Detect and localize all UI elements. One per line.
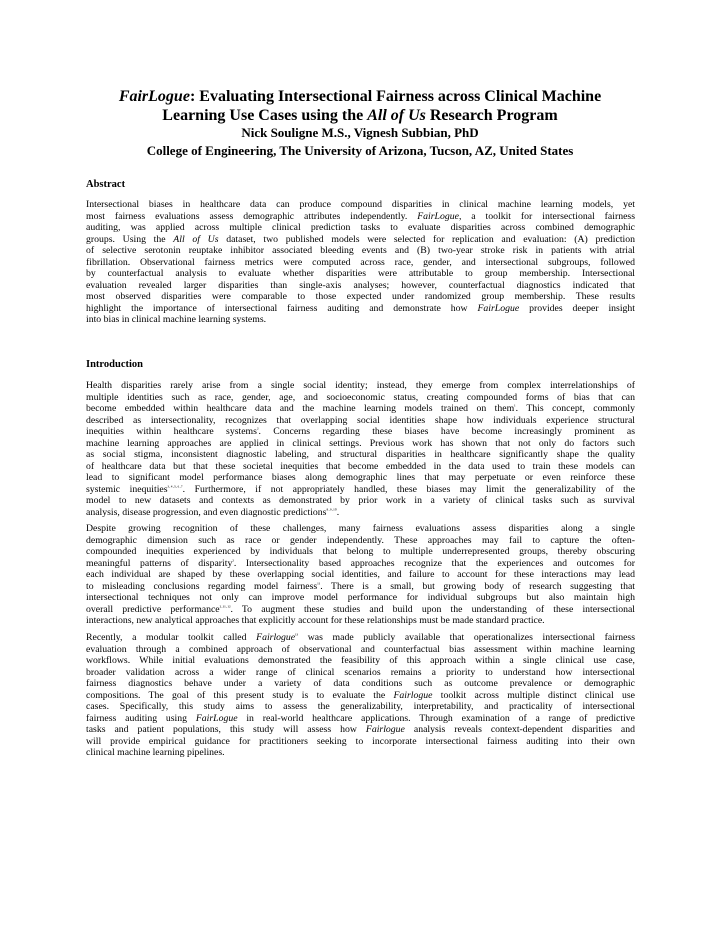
abstract-heading: Abstract [86, 179, 126, 190]
text-line: Despite growing recognition of these challenges, many fairness evaluations assess disparities along a single [86, 523, 635, 534]
text-line: fibrillation. Observational fairness metrics were computed across race, gender, and intersectional subgroups, followed [86, 256, 635, 268]
text-line: highlight the importance of intersectional fairness auditing and demonstrate how FairLogue provides deeper insight [86, 302, 635, 314]
abstract-body [86, 199, 635, 326]
text-line: fairness auditing using FairLogue in real-world healthcare applications. Through examination of a range of predictive [86, 712, 635, 724]
text-line: broader validation across a wider range of clinical scenarios remains a priority to understand how intersectional [86, 666, 635, 678]
title-line-2-pre: Learning Use Cases using the [162, 107, 368, 124]
text-line: by counterfactual analysis to evaluate whether disparities were attributable to group membership. Intersectional [86, 268, 635, 280]
text-line: each individual are shaped by these overlapping social identities, and failure to account for these interactions may lead [86, 569, 635, 581]
title-program-name: All of Us [367, 107, 426, 124]
text-line: auditing, was applied across multiple clinical prediction tasks to evaluate disparities across combined demographic [86, 222, 635, 234]
introduction-heading: Introduction [86, 359, 143, 370]
introduction-paragraph-1 [86, 380, 635, 519]
text-line: compositions. The goal of this present study is to evaluate the Fairlogue toolkit across multiple distinct clinical use [86, 689, 635, 701]
text-line: inequities within healthcare systems$^{^2}$. Concerns regarding these biases have become increasingly prominent as [86, 426, 635, 438]
text-line: evaluation revealed larger disparities than single-axis analyses; however, counterfactual diagnostics indicated that [86, 279, 635, 291]
text-line: analysis, disease progression, and even diagnostic predictions$^{^8\cdot^9\cdot^{10}}$. [86, 507, 340, 519]
text-line: interactions, new analytical approaches that explicitly account for these relationships must be made standard practice. [86, 615, 545, 627]
title-line-2-post: Research Program [425, 107, 558, 124]
paper-title-line-1 [60, 87, 660, 106]
text-line: compounded inequities experienced by individuals that belong to multiple underrepresented groups, thereby obscuring [86, 546, 635, 558]
text-line: meaningful patterns of disparity$^{^2}$. Intersectionality based approaches recognize that the experiences and outcomes for [86, 557, 636, 569]
text-line: systemic inequities$^{^3\cdot^4\cdot^5\cdot^6\cdot^7}$. Furthermore, if not appropriately handled, these biases may limit the generalizability of the [86, 483, 636, 495]
text-line: groups. Using the All of Us dataset, two published models were selected for replication and evaluation: (A) prediction [86, 233, 635, 245]
text-line: to misleading conclusions regarding model fairness$^{^{11}}$. There is a small, but growing body of research suggesting that [86, 580, 635, 592]
introduction-paragraph-2 [86, 523, 635, 627]
text-line: workflows. While initial evaluations demonstrated the feasibility of this approach within a single clinical use case, [86, 655, 635, 667]
text-line: of healthcare data but that these societal inequities that become embedded in the data used to train these models can [86, 460, 635, 472]
text-line: clinical machine learning pipelines. [86, 747, 225, 759]
text-line: of selective serotonin reuptake inhibitor associated bleeding events and (B) two-year stroke risk in patients with atrial [86, 245, 635, 257]
text-line: Health disparities rarely arise from a single social identity; instead, they emerge from complex interrelationships of [86, 380, 635, 391]
text-line: cases. Specifically, this study aims to assess the generalizability, interpretability, and practicality of intersectional [86, 701, 635, 713]
paper-title-line-2 [60, 106, 660, 125]
text-line: as social stigma, inconsistent diagnostic labeling, and structural disparities in healthcare significantly shape the quality [86, 449, 635, 461]
title-toolkit-name: FairLogue [118, 88, 190, 105]
introduction-paragraph-3 [86, 632, 635, 759]
text-line: described as intersectionality, recognizes that overlapping social identities shape how individuals experience structural [86, 414, 635, 426]
text-line: most fairness evaluations assess demographic attributes independently. FairLogue, a toolkit for intersectional fairness [86, 210, 635, 222]
text-line: become embedded within healthcare data and the machine learning models trained on them$^{^1}$. This concept, commonly [86, 403, 635, 415]
text-line: overall predictive performance$^{^2\cdot^{11}\cdot^{12}}$. To augment these studies and build upon the understanding of these intersectional [86, 603, 635, 615]
text-line: multiple identities such as race, gender, age, and socioeconomic status, creating compounded forms of bias that can [86, 391, 635, 403]
author-list: Nick Souligne M.S., Vignesh Subbian, PhD [241, 125, 479, 140]
text-line: evaluation through a combined approach of observational and counterfactual bias assessment within machine learning [86, 643, 635, 655]
text-line: tasks and patient populations, this study will assess how Fairlogue analysis reveals context-dependent disparities and [86, 724, 635, 736]
text-line: most observed disparities were comparable to those expected under randomized group membership. These results [86, 291, 635, 303]
text-line: fairness diagnostics behave under a variety of data conditions such as outcome prevalence or demographic [86, 678, 635, 690]
text-line: lead to significant model performance biases along demographic lines that may perpetuate or even reinforce these [86, 472, 635, 484]
text-line: into bias in clinical machine learning systems. [86, 314, 267, 326]
text-line: machine learning approaches are applied in clinical settings. Previous work has shown that not only do factors such [86, 437, 635, 449]
affiliation: College of Engineering, The University of Arizona, Tucson, AZ, United States [146, 143, 574, 158]
text-line: will provide empirical guidance for practitioners seeking to incorporate intersectional fairness auditing into their own [86, 735, 635, 747]
text-line: Intersectional biases in healthcare data can produce compound disparities in clinical machine learning models, yet [86, 199, 635, 210]
text-line: demographic dimension such as race or gender independently. These approaches may fail to capture the often- [86, 534, 635, 546]
title-line-1-text: : Evaluating Intersectional Fairness across Clinical Machine [189, 88, 602, 105]
text-line: model to new datasets and contexts as demonstrated by prior work in a variety of clinical tasks such as survival [86, 495, 635, 507]
text-line: Recently, a modular toolkit called Fairlogue$^{^{13}}$ was made publicly available that operationalizes intersectional fairness [86, 632, 635, 643]
text-line: intersectional techniques not only can improve model performance for individual subgroups but also maintain high [86, 592, 635, 604]
